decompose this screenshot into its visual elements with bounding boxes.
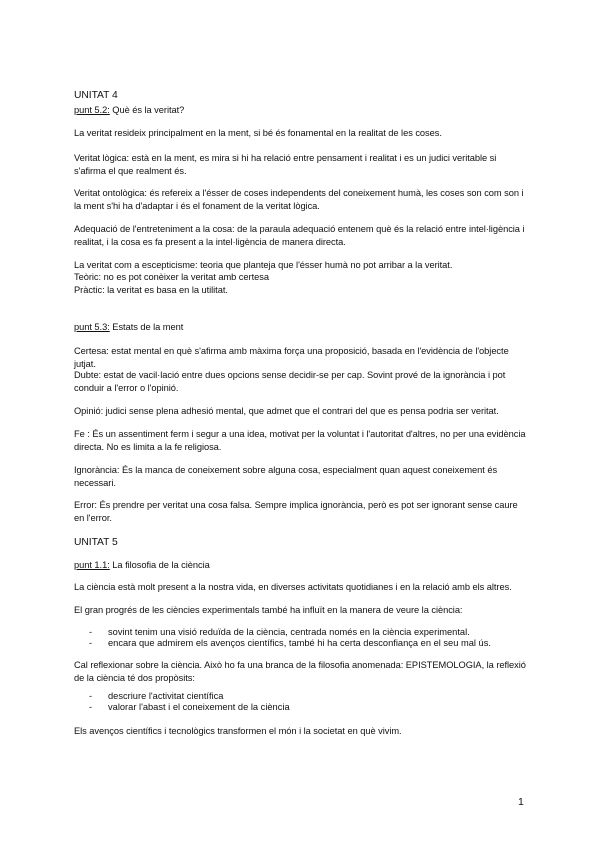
section-heading-5-3	[74, 321, 526, 334]
list-bullet: -	[89, 638, 93, 648]
paragraph-certesa: Certesa: estat mental en què s'afirma amb màxima força una proposició, basada en l'evidència de l'objecte jutjat.	[74, 346, 509, 369]
escepticisme-teoric: Teòric: no es pot conèixer la veritat amb certesa	[74, 272, 269, 282]
paragraph-veritat-logica: Veritat lògica: està en la ment, es mira si hi ha relació entre pensament i realitat i es un judici veritable si s'afirma el que realment és.	[74, 153, 497, 176]
section-heading-5-2	[74, 104, 526, 117]
section-label: punt 1.1:	[74, 560, 110, 570]
list-bullet: -	[89, 691, 93, 701]
unit-5-heading: UNITAT 5	[74, 537, 118, 548]
paragraph-opinio: Opinió: judici sense plena adhesió mental, que admet que el contrari del que es pensa podria ser veritat.	[74, 406, 499, 416]
paragraph-adequacio: Adequació de l'entreteniment a la cosa: de la paraula adequació entenem què és la relació entre intel·ligència i realitat, i la cosa es fa present a la intel·ligència de manera directa.	[74, 224, 525, 247]
section-label: punt 5.3:	[74, 322, 110, 332]
list-bullet: -	[89, 627, 93, 637]
paragraph: La ciència està molt present a la nostra vida, en diverses activitats quotidianes i en la relació amb els altres.	[74, 582, 512, 592]
escepticisme-practic: Pràctic: la veritat es basa en la utilitat.	[74, 285, 228, 295]
paragraph: La veritat resideix principalment en la ment, si bé és fonamental en la realitat de les coses.	[74, 128, 442, 138]
paragraph-escepticisme: La veritat com a escepticisme: teoria que planteja que l'ésser humà no pot arribar a la veritat.	[74, 260, 453, 270]
paragraph-epistemologia: Cal reflexionar sobre la ciència. Això ho fa una branca de la filosofia anomenada: EPISTEMOLOGIA, la reflexió de la ciència té dos propòsits:	[74, 660, 526, 683]
paragraph: El gran progrés de les ciències experimentals també ha influït en la manera de veure la ciència:	[74, 605, 463, 615]
section-label: punt 5.2:	[74, 105, 110, 115]
section-title: Estats de la ment	[112, 322, 184, 332]
paragraph-ignorancia: Ignorància: És la manca de coneixement sobre alguna cosa, especialment quan aquest coneixement és necessari.	[74, 465, 498, 488]
page-number: 1	[518, 796, 524, 808]
section-title: Què és la veritat?	[112, 105, 185, 115]
paragraph-veritat-ontologica: Veritat ontològica: és refereix a l'ésser de coses independents del coneixement humà, les coses son com son i la ment s'hi ha d'adaptar i és el fonament de la veritat lògica.	[74, 188, 524, 211]
paragraph-error: Error: És prendre per veritat una cosa falsa. Sempre implica ignorància, però es pot ser ignorant sense caure en l'error.	[74, 500, 518, 523]
paragraph-dubte: Dubte: estat de vacil·lació entre dues opcions sense decidir-se per cap. Sovint prové de la ignorància i pot conduir a l'error o l'opinió.	[74, 370, 506, 393]
paragraph-fe: Fe : És un assentiment ferm i segur a una idea, motivat per la voluntat i l'autoritat d'altres, no per una evidència directa. No es limita a la fe religiosa.	[74, 429, 526, 452]
list-item: valorar l'abast i el coneixement de la ciència	[108, 702, 290, 712]
unit-4-heading: UNITAT 4	[74, 90, 118, 101]
list-item: descriure l'activitat científica	[108, 691, 224, 701]
section-heading-1-1	[74, 559, 526, 572]
paragraph: Els avenços científics i tecnològics transformen el món i la societat en què vivim.	[74, 726, 402, 736]
section-title: La filosofia de la ciència	[112, 560, 210, 570]
list-item: encara que admirem els avenços científics, també hi ha certa desconfiança en el seu mal ús.	[108, 638, 491, 648]
list-item: sovint tenim una visió reduïda de la ciència, centrada només en la ciència experimental.	[108, 627, 470, 637]
list-bullet: -	[89, 702, 93, 712]
